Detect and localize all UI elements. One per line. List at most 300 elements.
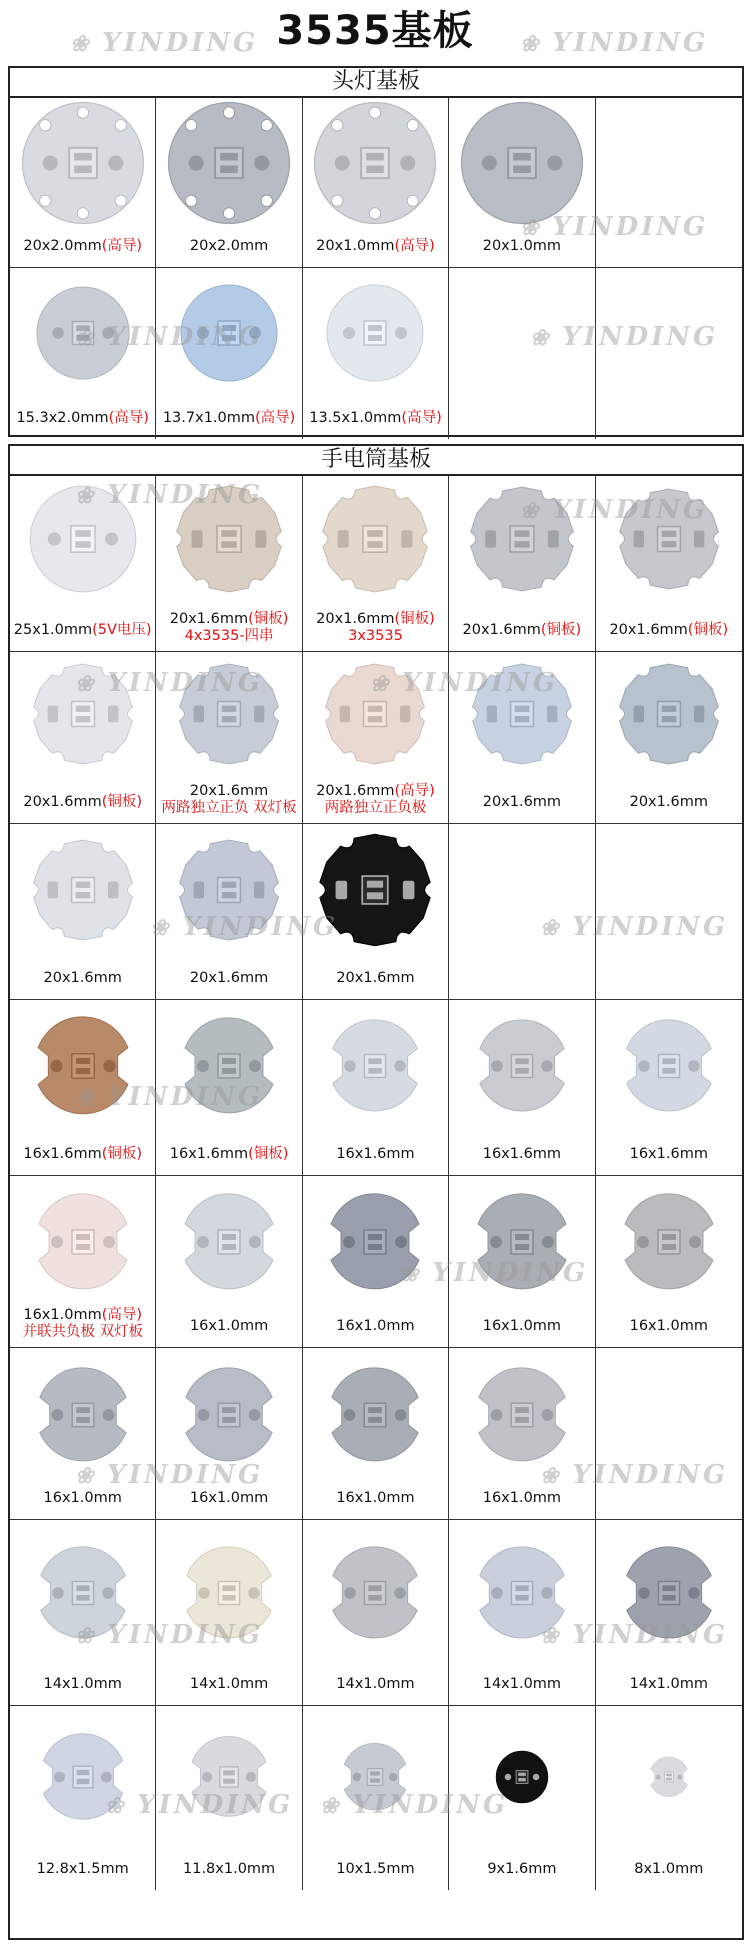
board-image-area: [596, 1000, 742, 1132]
caption-size: 16x1.0mm: [189, 1490, 269, 1506]
product-cell: [10, 1706, 156, 1890]
caption-line: [156, 611, 301, 628]
caption-line: [303, 800, 448, 817]
star-board-image: [177, 838, 281, 942]
board-image-area: [303, 476, 448, 602]
board-caption: [449, 1676, 594, 1693]
board-image-area: [596, 1706, 742, 1848]
board-image-area: [303, 1176, 448, 1308]
caption-line: [449, 1318, 594, 1335]
caption-line: [303, 1490, 448, 1507]
caption-line: [449, 1490, 594, 1507]
notched-board-image: [327, 1545, 423, 1641]
product-cell: [596, 98, 742, 268]
board-caption: [449, 238, 594, 255]
caption-line: [596, 794, 742, 811]
board-image-area: [303, 1000, 448, 1132]
star-board-image: [617, 487, 721, 591]
notched-board-image: [325, 1192, 425, 1292]
board-caption: [303, 970, 448, 987]
board-caption: [10, 410, 155, 427]
product-cell: [10, 476, 156, 652]
board-caption: [156, 970, 301, 987]
board-image-area: [10, 1520, 155, 1666]
product-cell: [10, 98, 156, 268]
product-cell: [303, 652, 449, 824]
product-cell: [156, 98, 302, 268]
notched-board-image: [474, 1018, 570, 1114]
caption-line: [156, 238, 301, 255]
board-image-area: [156, 1348, 301, 1482]
caption-size: 9x1.6mm: [487, 1861, 557, 1877]
board-image-area: [596, 1520, 742, 1666]
notched-board-image: [35, 1545, 131, 1641]
caption-note: (高导): [255, 410, 296, 426]
board-image-area: [156, 652, 301, 776]
notched-board-image: [32, 1015, 134, 1117]
watermark: ❀ YINDING: [320, 1790, 508, 1820]
caption-size: 16x1.0mm: [189, 1318, 269, 1334]
caption-line: [10, 1490, 155, 1507]
caption-size: 20x1.6mm: [629, 794, 708, 810]
product-cell: [10, 1176, 156, 1348]
product-cell: [449, 98, 595, 268]
caption-line: [449, 238, 594, 255]
caption-note: (高导): [401, 410, 442, 426]
caption-size: 16x1.6mm: [629, 1146, 708, 1162]
caption-line: [156, 783, 301, 800]
caption-line: [156, 800, 301, 817]
board-image-area: [596, 824, 742, 956]
caption-note: (高导): [101, 238, 143, 254]
board-image-area: [303, 98, 448, 228]
caption-size: 16x1.0mm: [43, 1490, 122, 1506]
watermark: ❀ YINDING: [70, 28, 258, 58]
caption-line: [156, 1490, 301, 1507]
round-board-image: [179, 283, 279, 383]
caption-size: 16x1.0mm: [482, 1318, 562, 1334]
board-image-area: [10, 268, 155, 398]
notched-board-image: [326, 1366, 424, 1464]
board-caption: [596, 1318, 742, 1335]
product-cell: [303, 1520, 449, 1706]
board-caption: [10, 1146, 155, 1163]
board-image-area: [303, 1348, 448, 1482]
board-caption: [596, 1146, 742, 1163]
board-image-area: [596, 1176, 742, 1308]
product-cell: [10, 652, 156, 824]
headlamp-section: [8, 66, 744, 437]
board-image-area: [156, 1000, 301, 1132]
caption-line: [303, 970, 448, 987]
product-cell: [449, 1348, 595, 1520]
round-board-image: [28, 484, 138, 594]
product-cell: [303, 476, 449, 652]
caption-size: 10x1.5mm: [336, 1861, 415, 1877]
board-image-area: [449, 268, 594, 398]
board-image-area: [10, 1176, 155, 1308]
product-cell: [449, 268, 595, 439]
star-board-image: [468, 485, 576, 593]
star-board-image: [320, 484, 430, 594]
board-image-area: [303, 652, 448, 776]
watermark: ❀ YINDING: [105, 1790, 293, 1820]
board-caption: [156, 783, 301, 817]
board-image-area: [156, 1176, 301, 1308]
product-cell: [156, 476, 302, 652]
board-caption: [596, 622, 742, 639]
caption-size: 14x1.0mm: [43, 1676, 122, 1692]
caption-size: 13.7x1.0mm: [162, 410, 256, 426]
notched-board-image: [648, 1756, 690, 1798]
caption-line: [449, 622, 594, 639]
board-image-area: [449, 98, 594, 228]
caption-note: (高导): [394, 783, 435, 799]
board-caption: [303, 1861, 448, 1878]
board-caption: [303, 1490, 448, 1507]
caption-size: 16x1.6mm: [336, 1146, 415, 1162]
star-board-image: [174, 484, 284, 594]
caption-note: (高导): [394, 238, 435, 254]
caption-line: [156, 1146, 301, 1163]
caption-note: (铜板): [101, 1146, 143, 1162]
caption-note: 4x3535-四串: [184, 628, 274, 644]
caption-note: (铜板): [687, 622, 729, 638]
product-cell: [10, 1000, 156, 1176]
caption-note: (铜板): [248, 611, 289, 627]
watermark: ❀ YINDING: [75, 668, 263, 698]
notched-board-image: [472, 1192, 572, 1292]
board-caption: [303, 1146, 448, 1163]
watermark: ❀ YINDING: [75, 1620, 263, 1650]
board-image-area: [596, 476, 742, 602]
product-cell: [449, 824, 595, 1000]
notched-board-image: [621, 1545, 717, 1641]
caption-size: 16x1.6mm: [482, 1146, 562, 1162]
caption-size: 11.8x1.0mm: [183, 1861, 276, 1877]
caption-line: [303, 1318, 448, 1335]
board-image-area: [596, 98, 742, 228]
caption-size: 16x1.0mm: [482, 1490, 562, 1506]
notched-board-image: [180, 1366, 278, 1464]
notched-board-image: [38, 1732, 128, 1822]
board-image-area: [303, 1520, 448, 1666]
product-cell: [156, 652, 302, 824]
board-caption: [10, 1490, 155, 1507]
board-caption: [156, 611, 301, 645]
watermark: ❀ YINDING: [530, 322, 718, 352]
board-caption: [596, 1676, 742, 1693]
round-board-image: [495, 1750, 549, 1804]
caption-size: 20x1.6mm: [169, 611, 249, 627]
board-caption: [156, 1861, 301, 1878]
board-image-area: [303, 1706, 448, 1848]
board-caption: [10, 1676, 155, 1693]
caption-note: (铜板): [540, 622, 582, 638]
caption-note: (高导): [101, 1307, 143, 1323]
round-holes-board-image: [20, 100, 146, 226]
board-image-area: [156, 1520, 301, 1666]
caption-line: [10, 1324, 155, 1341]
caption-line: [10, 410, 155, 427]
product-cell: [449, 1000, 595, 1176]
product-cell: [596, 824, 742, 1000]
watermark: ❀ YINDING: [400, 1258, 588, 1288]
section-title: 手电筒基板: [10, 446, 742, 476]
board-caption: [156, 1318, 301, 1335]
notched-board-image: [619, 1192, 719, 1292]
caption-line: [156, 410, 301, 427]
caption-size: 20x1.0mm: [482, 238, 562, 254]
caption-line: [10, 1307, 155, 1324]
caption-line: [156, 1861, 301, 1878]
board-caption: [10, 1861, 155, 1878]
product-cell: [156, 268, 302, 439]
board-image-area: [303, 268, 448, 398]
caption-line: [156, 1318, 301, 1335]
board-caption: [303, 238, 448, 255]
caption-size: 20x1.6mm: [316, 611, 395, 627]
watermark: ❀ YINDING: [540, 912, 728, 942]
caption-line: [10, 238, 155, 255]
notched-board-image: [34, 1366, 132, 1464]
round-holes-board-image: [312, 100, 438, 226]
board-caption: [10, 1307, 155, 1341]
product-cell: [303, 268, 449, 439]
watermark: ❀ YINDING: [520, 212, 708, 242]
caption-line: [596, 1676, 742, 1693]
caption-line: [10, 1676, 155, 1693]
board-image-area: [156, 1706, 301, 1848]
product-cell: [596, 652, 742, 824]
caption-size: 20x1.0mm: [316, 238, 395, 254]
product-cell: [156, 1706, 302, 1890]
board-image-area: [596, 1348, 742, 1482]
board-caption: [156, 410, 301, 427]
board-caption: [449, 1861, 594, 1878]
board-image-area: [449, 1348, 594, 1482]
caption-note: 3x3535: [348, 628, 403, 644]
caption-line: [596, 622, 742, 639]
caption-line: [303, 1861, 448, 1878]
watermark: ❀ YINDING: [540, 1620, 728, 1650]
caption-line: [303, 628, 448, 645]
notched-board-image: [621, 1018, 717, 1114]
page-title: 3535基板: [276, 8, 474, 54]
product-cell: [303, 824, 449, 1000]
board-image-area: [449, 1520, 594, 1666]
board-caption: [156, 1676, 301, 1693]
board-image-area: [10, 652, 155, 776]
board-caption: [10, 238, 155, 255]
notched-board-image: [340, 1742, 410, 1812]
caption-line: [10, 1146, 155, 1163]
caption-note: (铜板): [394, 611, 435, 627]
watermark: ❀ YINDING: [75, 480, 263, 510]
star-board-image: [470, 662, 574, 766]
round-board-image: [325, 283, 425, 383]
board-image-area: [449, 1176, 594, 1308]
board-caption: [596, 794, 742, 811]
caption-size: 14x1.0mm: [482, 1676, 562, 1692]
caption-note: 两路独立正负 双灯板: [161, 800, 297, 816]
caption-line: [449, 1676, 594, 1693]
product-cell: [596, 1000, 742, 1176]
product-cell: [156, 824, 302, 1000]
caption-note: (铜板): [101, 794, 143, 810]
caption-line: [596, 1318, 742, 1335]
caption-size: 16x1.0mm: [23, 1307, 102, 1323]
watermark: ❀ YINDING: [370, 668, 558, 698]
caption-line: [449, 1861, 594, 1878]
board-image-area: [10, 1706, 155, 1848]
caption-note: (铜板): [248, 1146, 289, 1162]
star-board-image: [31, 662, 135, 766]
caption-size: 20x1.6mm: [316, 783, 395, 799]
product-cell: [449, 1176, 595, 1348]
watermark: ❀ YINDING: [75, 322, 263, 352]
caption-size: 14x1.0mm: [189, 1676, 269, 1692]
board-caption: [156, 238, 301, 255]
caption-size: 16x1.6mm: [23, 1146, 102, 1162]
star-board-image: [323, 662, 427, 766]
caption-line: [10, 794, 155, 811]
flashlight-section: [8, 444, 744, 1940]
caption-note: 并联共负极 双灯板: [22, 1324, 143, 1340]
board-image-area: [596, 268, 742, 398]
caption-note: (5V电压): [92, 622, 152, 638]
product-cell: [303, 1000, 449, 1176]
caption-line: [303, 1146, 448, 1163]
caption-size: 20x1.6mm: [336, 970, 415, 986]
caption-line: [156, 1676, 301, 1693]
caption-line: [596, 1146, 742, 1163]
caption-size: 15.3x2.0mm: [16, 410, 109, 426]
caption-line: [303, 238, 448, 255]
star-board-image: [317, 832, 433, 948]
board-image-area: [156, 268, 301, 398]
caption-line: [10, 1861, 155, 1878]
caption-size: 20x1.6mm: [189, 970, 269, 986]
caption-line: [156, 628, 301, 645]
notched-board-image: [327, 1018, 423, 1114]
caption-size: 16x1.0mm: [336, 1490, 415, 1506]
caption-note: 两路独立正负极: [324, 800, 427, 816]
product-cell: [303, 1706, 449, 1890]
product-cell: [596, 268, 742, 439]
product-cell: [596, 1176, 742, 1348]
board-caption: [303, 410, 448, 427]
caption-size: 16x1.0mm: [336, 1318, 415, 1334]
board-image-area: [156, 98, 301, 228]
watermark: ❀ YINDING: [540, 1460, 728, 1490]
board-caption: [449, 794, 594, 811]
caption-size: 14x1.0mm: [336, 1676, 415, 1692]
watermark: ❀ YINDING: [75, 1460, 263, 1490]
caption-line: [303, 410, 448, 427]
board-caption: [303, 1676, 448, 1693]
board-caption: [449, 1318, 594, 1335]
board-caption: [303, 783, 448, 817]
watermark: ❀ YINDING: [520, 28, 708, 58]
star-board-image: [617, 662, 721, 766]
board-caption: [596, 1861, 742, 1878]
notched-board-image: [473, 1366, 571, 1464]
product-cell: [303, 98, 449, 268]
board-caption: [449, 1490, 594, 1507]
round-board-image: [459, 100, 585, 226]
caption-line: [303, 1676, 448, 1693]
caption-line: [303, 611, 448, 628]
caption-size: 12.8x1.5mm: [36, 1861, 129, 1877]
notched-board-image: [33, 1192, 133, 1292]
board-caption: [449, 622, 594, 639]
caption-size: 16x1.0mm: [629, 1318, 708, 1334]
caption-size: 14x1.0mm: [629, 1676, 708, 1692]
board-image-area: [10, 98, 155, 228]
product-cell: [10, 1520, 156, 1706]
caption-size: 20x1.6mm: [43, 970, 122, 986]
caption-size: 8x1.0mm: [634, 1861, 704, 1877]
product-cell: [449, 1706, 595, 1890]
caption-size: 20x1.6mm: [189, 783, 269, 799]
board-caption: [449, 1146, 594, 1163]
product-cell: [10, 268, 156, 439]
board-image-area: [10, 1348, 155, 1482]
notched-board-image: [474, 1545, 570, 1641]
product-cell: [156, 1000, 302, 1176]
round-board-image: [35, 285, 131, 381]
star-board-image: [31, 838, 135, 942]
caption-line: [10, 970, 155, 987]
caption-line: [449, 1146, 594, 1163]
board-caption: [10, 970, 155, 987]
product-cell: [156, 1348, 302, 1520]
caption-line: [156, 970, 301, 987]
caption-line: [10, 622, 155, 639]
product-cell: [156, 1520, 302, 1706]
board-image-area: [156, 824, 301, 956]
notched-board-image: [187, 1735, 271, 1819]
watermark: ❀ YINDING: [75, 1082, 263, 1112]
board-caption: [10, 794, 155, 811]
product-cell: [596, 476, 742, 652]
board-image-area: [303, 824, 448, 956]
product-cell: [596, 1520, 742, 1706]
notched-board-image: [181, 1545, 277, 1641]
board-image-area: [449, 1000, 594, 1132]
caption-line: [449, 794, 594, 811]
caption-size: 20x1.6mm: [482, 794, 562, 810]
caption-size: 20x1.6mm: [609, 622, 688, 638]
caption-size: 25x1.0mm: [13, 622, 93, 638]
board-caption: [303, 1318, 448, 1335]
product-cell: [596, 1706, 742, 1890]
caption-size: 16x1.6mm: [169, 1146, 249, 1162]
board-image-area: [449, 824, 594, 956]
product-cell: [10, 1348, 156, 1520]
board-image-area: [449, 652, 594, 776]
star-board-image: [177, 662, 281, 766]
board-image-area: [596, 652, 742, 776]
caption-size: 20x2.0mm: [189, 238, 269, 254]
board-image-area: [10, 824, 155, 956]
watermark: ❀ YINDING: [150, 912, 338, 942]
board-caption: [303, 611, 448, 645]
watermark: ❀ YINDING: [520, 495, 708, 525]
product-cell: [303, 1176, 449, 1348]
round-holes-board-image: [166, 100, 292, 226]
